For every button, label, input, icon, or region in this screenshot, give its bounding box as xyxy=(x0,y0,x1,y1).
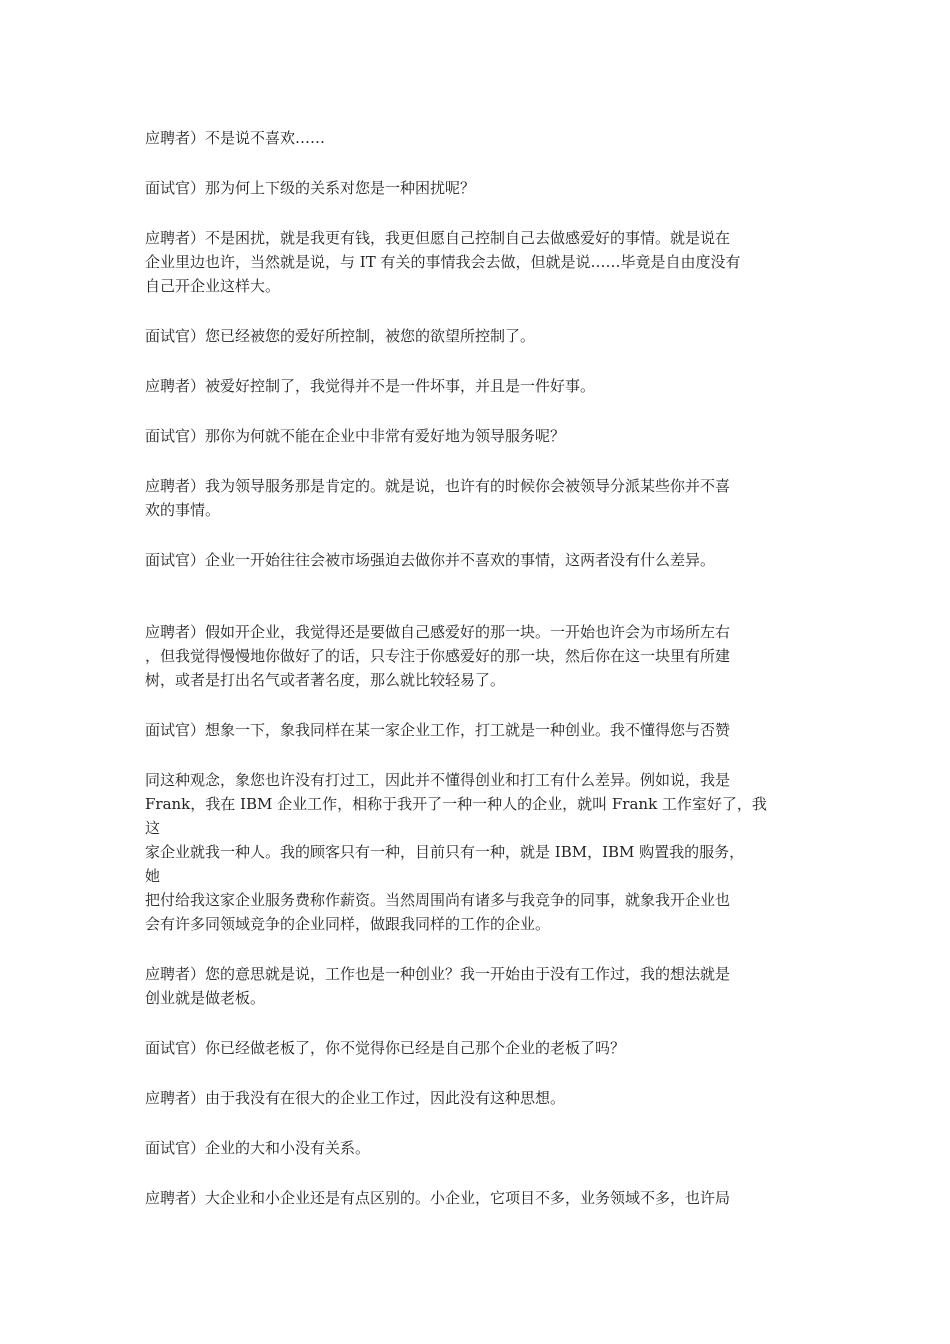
text-line: 应聘者）由于我没有在很大的企业工作过，因此没有这种思想。 xyxy=(145,1089,566,1107)
text-line: 应聘者）不是说不喜欢…… xyxy=(145,129,326,147)
text-line: 欢的事情。 xyxy=(145,501,221,519)
text-line: 把付给我这家企业服务费称作薪资。当然周围尚有诸多与我竞争的同事，就象我开企业也 xyxy=(145,891,731,909)
paragraph-interviewer-7 xyxy=(145,1136,810,1160)
text-line: 应聘者）被爱好控制了，我觉得并不是一件坏事，并且是一件好事。 xyxy=(145,377,596,395)
text-line: 面试官）想象一下，象我同样在某一家企业工作，打工就是一种创业。我不懂得您与否赞 xyxy=(145,721,731,739)
text-line: 自己开企业这样大。 xyxy=(145,277,281,295)
text-line: 面试官）企业的大和小没有关系。 xyxy=(145,1139,371,1157)
text-line: 应聘者）不是困扰，就是我更有钱，我更但愿自己控制自己去做感爱好的事情。就是说在 xyxy=(145,229,731,247)
text-line: 应聘者）您的意思就是说，工作也是一种创业？我一开始由于没有工作过，我的想法就是 xyxy=(145,965,731,983)
text-line: ，但我觉得慢慢地你做好了的话，只专注于你感爱好的那一块，然后你在这一块里有所建 xyxy=(145,647,731,665)
text-line: 面试官）那你为何就不能在企业中非常有爱好地为领导服务呢？ xyxy=(145,427,566,445)
text-line: 家企业就我一种人。我的顾客只有一种，目前只有一种，就是 IBM，IBM 购置我的服务， xyxy=(145,843,745,861)
text-line: 创业就是做老板。 xyxy=(145,989,266,1007)
document-body xyxy=(145,126,810,1236)
text-line: 会有许多同领域竞争的企业同样，做跟我同样的工作的企业。 xyxy=(145,915,551,933)
text-line: 这 xyxy=(145,819,161,837)
text-line: 同这种观念，象您也许没有打过工，因此并不懂得创业和打工有什么差异。例如说，我是 xyxy=(145,771,731,789)
text-line: 应聘者）大企业和小企业还是有点区别的。小企业，它项目不多，业务领域不多，也许局 xyxy=(145,1189,731,1207)
text-line: Frank，我在 IBM 企业工作，相称于我开了一种一种人的企业，就叫 Frank 工作室好了，我 xyxy=(145,795,767,813)
paragraph-interviewer-6 xyxy=(145,1036,810,1060)
text-line: 应聘者）我为领导服务那是肯定的。就是说，也许有的时候你会被领导分派某些你并不喜 xyxy=(145,477,731,495)
paragraph-interviewer-3 xyxy=(145,424,810,448)
paragraph-applicant-7 xyxy=(145,1086,810,1110)
paragraph-applicant-5 xyxy=(145,620,810,692)
text-line: 面试官）企业一开始往往会被市场强迫去做你并不喜欢的事情，这两者没有什么差异。 xyxy=(145,551,716,569)
paragraph-applicant-2 xyxy=(145,226,810,298)
paragraph-applicant-3 xyxy=(145,374,810,398)
text-line: 面试官）您已经被您的爱好所控制，被您的欲望所控制了。 xyxy=(145,327,536,345)
text-line: 她 xyxy=(145,867,161,885)
paragraph-applicant-8 xyxy=(145,1186,810,1210)
text-line: 面试官）那为何上下级的关系对您是一种困扰呢？ xyxy=(145,179,476,197)
paragraph-applicant-6 xyxy=(145,962,810,1010)
paragraph-interviewer-1 xyxy=(145,176,810,200)
text-line: 应聘者）假如开企业，我觉得还是要做自己感爱好的那一块。一开始也许会为市场所左右 xyxy=(145,623,731,641)
paragraph-applicant-1 xyxy=(145,126,810,150)
paragraph-interviewer-2 xyxy=(145,324,810,348)
text-line: 面试官）你已经做老板了，你不觉得你已经是自己那个企业的老板了吗？ xyxy=(145,1039,626,1057)
text-line: 树，或者是打出名气或者著名度，那么就比较轻易了。 xyxy=(145,671,506,689)
paragraph-interviewer-4 xyxy=(145,548,810,572)
text-line: 企业里边也许，当然就是说，与 IT 有关的事情我会去做，但就是说……毕竟是自由度没有 xyxy=(145,253,741,271)
paragraph-interviewer-5-continued xyxy=(145,768,810,936)
paragraph-applicant-4 xyxy=(145,474,810,522)
paragraph-interviewer-5 xyxy=(145,718,810,742)
